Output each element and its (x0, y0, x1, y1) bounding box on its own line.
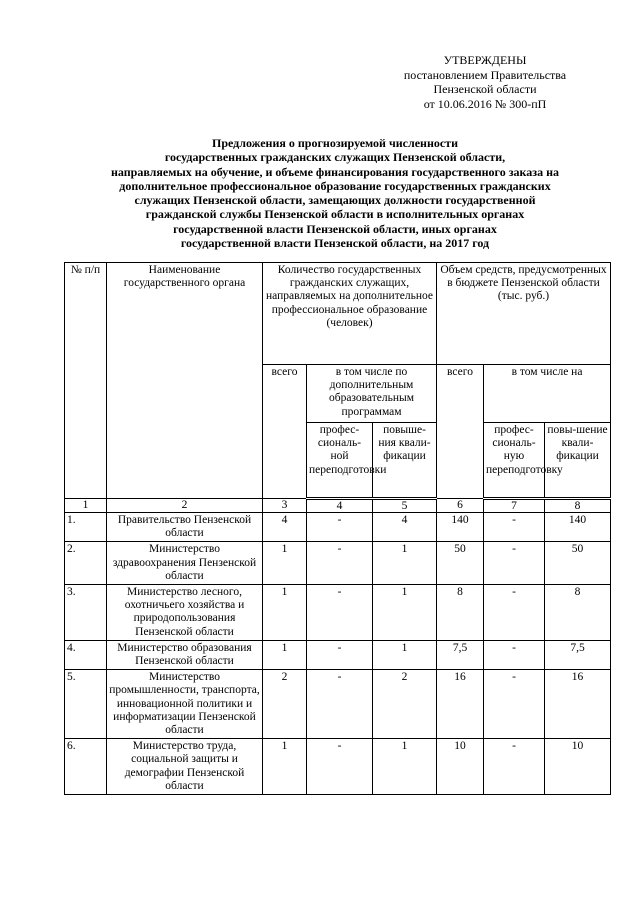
header-retraining-count: профес-сиональ-ной переподготовки (307, 423, 373, 499)
row-number: 4. (65, 640, 107, 669)
count-qualification: 1 (373, 542, 437, 585)
forecast-table (64, 262, 611, 795)
count-retraining: - (307, 585, 373, 641)
count-qualification: 4 (373, 513, 437, 542)
title-line: служащих Пензенской области, замещающих должности государственной (134, 193, 536, 208)
approval-line: постановлением Правительства (403, 67, 567, 82)
column-number: 1 (65, 499, 107, 513)
count-total: 1 (263, 739, 307, 795)
budget-total: 140 (437, 513, 484, 542)
row-number: 3. (65, 585, 107, 641)
count-total: 4 (263, 513, 307, 542)
document-title (70, 136, 600, 250)
budget-total: 16 (437, 670, 484, 739)
budget-qualification: 16 (545, 670, 611, 739)
count-retraining: - (307, 640, 373, 669)
organ-name: Министерство образования Пензенской области (107, 640, 263, 669)
column-number: 4 (307, 499, 373, 513)
header-count: Количество государственных гражданских служащих, направляемых на дополнительное профессиональное образование (человек) (263, 263, 437, 365)
column-numbers-row (65, 499, 611, 513)
count-retraining: - (307, 739, 373, 795)
budget-retraining: - (484, 585, 545, 641)
table-header (65, 263, 611, 513)
header-qualification-count: повыше-ния квали-фикации (373, 423, 437, 499)
column-number: 2 (107, 499, 263, 513)
budget-qualification: 8 (545, 585, 611, 641)
budget-retraining: - (484, 542, 545, 585)
approval-line: Пензенской области (433, 82, 537, 96)
table-row (65, 739, 611, 795)
budget-qualification: 7,5 (545, 640, 611, 669)
budget-total: 7,5 (437, 640, 484, 669)
organ-name: Министерство лесного, охотничьего хозяйства и природопользования Пензенской области (107, 585, 263, 641)
budget-qualification: 50 (545, 542, 611, 585)
count-qualification: 1 (373, 640, 437, 669)
column-number: 7 (484, 499, 545, 513)
table-row (65, 670, 611, 739)
organ-name: Министерство промышленности, транспорта, инновационной политики и информатизации Пензенской области (107, 670, 263, 739)
budget-qualification: 140 (545, 513, 611, 542)
title-line: Предложения о прогнозируемой численности (212, 136, 458, 150)
title-line: государственной власти Пензенской области, на 2017 год (180, 236, 490, 251)
table-row (65, 513, 611, 542)
column-number: 3 (263, 499, 307, 513)
table-body (65, 513, 611, 795)
approval-line: от 10.06.2016 № 300-пП (423, 96, 547, 111)
count-retraining: - (307, 670, 373, 739)
budget-total: 8 (437, 585, 484, 641)
row-number: 5. (65, 670, 107, 739)
title-line: направляемых на обучение, и объеме финансирования государственного заказа на (111, 164, 559, 179)
header-budget: Объем средств, предусмотренных в бюджете Пензенской области (тыс. руб.) (437, 263, 611, 365)
title-line: дополнительное профессиональное образование государственных гражданских (119, 178, 551, 193)
budget-retraining: - (484, 513, 545, 542)
header-incl-budget: в том числе на (484, 365, 611, 423)
header-qualification-budget: повы-шение квали-фикации (545, 423, 611, 499)
row-number: 2. (65, 542, 107, 585)
table-row (65, 640, 611, 669)
count-qualification: 1 (373, 739, 437, 795)
budget-retraining: - (484, 640, 545, 669)
count-retraining: - (307, 513, 373, 542)
title-line: государственной власти Пензенской области, иных органах (173, 221, 497, 236)
count-retraining: - (307, 542, 373, 585)
count-total: 2 (263, 670, 307, 739)
budget-retraining: - (484, 739, 545, 795)
header-retraining-budget: профес-сиональ-ную переподготовку (484, 423, 545, 499)
count-total: 1 (263, 640, 307, 669)
header-name: Наименование государственного органа (107, 263, 263, 499)
header-total-budget: всего (437, 365, 484, 499)
organ-name: Правительство Пензенской области (107, 513, 263, 542)
header-num: № п/п (65, 263, 107, 499)
organ-name: Министерство труда, социальной защиты и демографии Пензенской области (107, 739, 263, 795)
count-total: 1 (263, 585, 307, 641)
table-row (65, 542, 611, 585)
budget-retraining: - (484, 670, 545, 739)
budget-qualification: 10 (545, 739, 611, 795)
row-number: 6. (65, 739, 107, 795)
count-total: 1 (263, 542, 307, 585)
title-line: гражданской службы Пензенской области в исполнительных органах (145, 207, 525, 222)
column-number: 8 (545, 499, 611, 513)
organ-name: Министерство здравоохранения Пензенской области (107, 542, 263, 585)
approval-stamp (380, 53, 590, 111)
title-line: государственных гражданских служащих Пензенской области, (164, 150, 506, 165)
budget-total: 10 (437, 739, 484, 795)
table-row (65, 585, 611, 641)
row-number: 1. (65, 513, 107, 542)
count-qualification: 2 (373, 670, 437, 739)
header-total-count: всего (263, 365, 307, 499)
count-qualification: 1 (373, 585, 437, 641)
column-number: 6 (437, 499, 484, 513)
header-incl-programs: в том числе по дополнительным образовательным программам (307, 365, 437, 423)
column-number: 5 (373, 499, 437, 513)
budget-total: 50 (437, 542, 484, 585)
approval-line: УТВЕРЖДЕНЫ (443, 53, 527, 67)
